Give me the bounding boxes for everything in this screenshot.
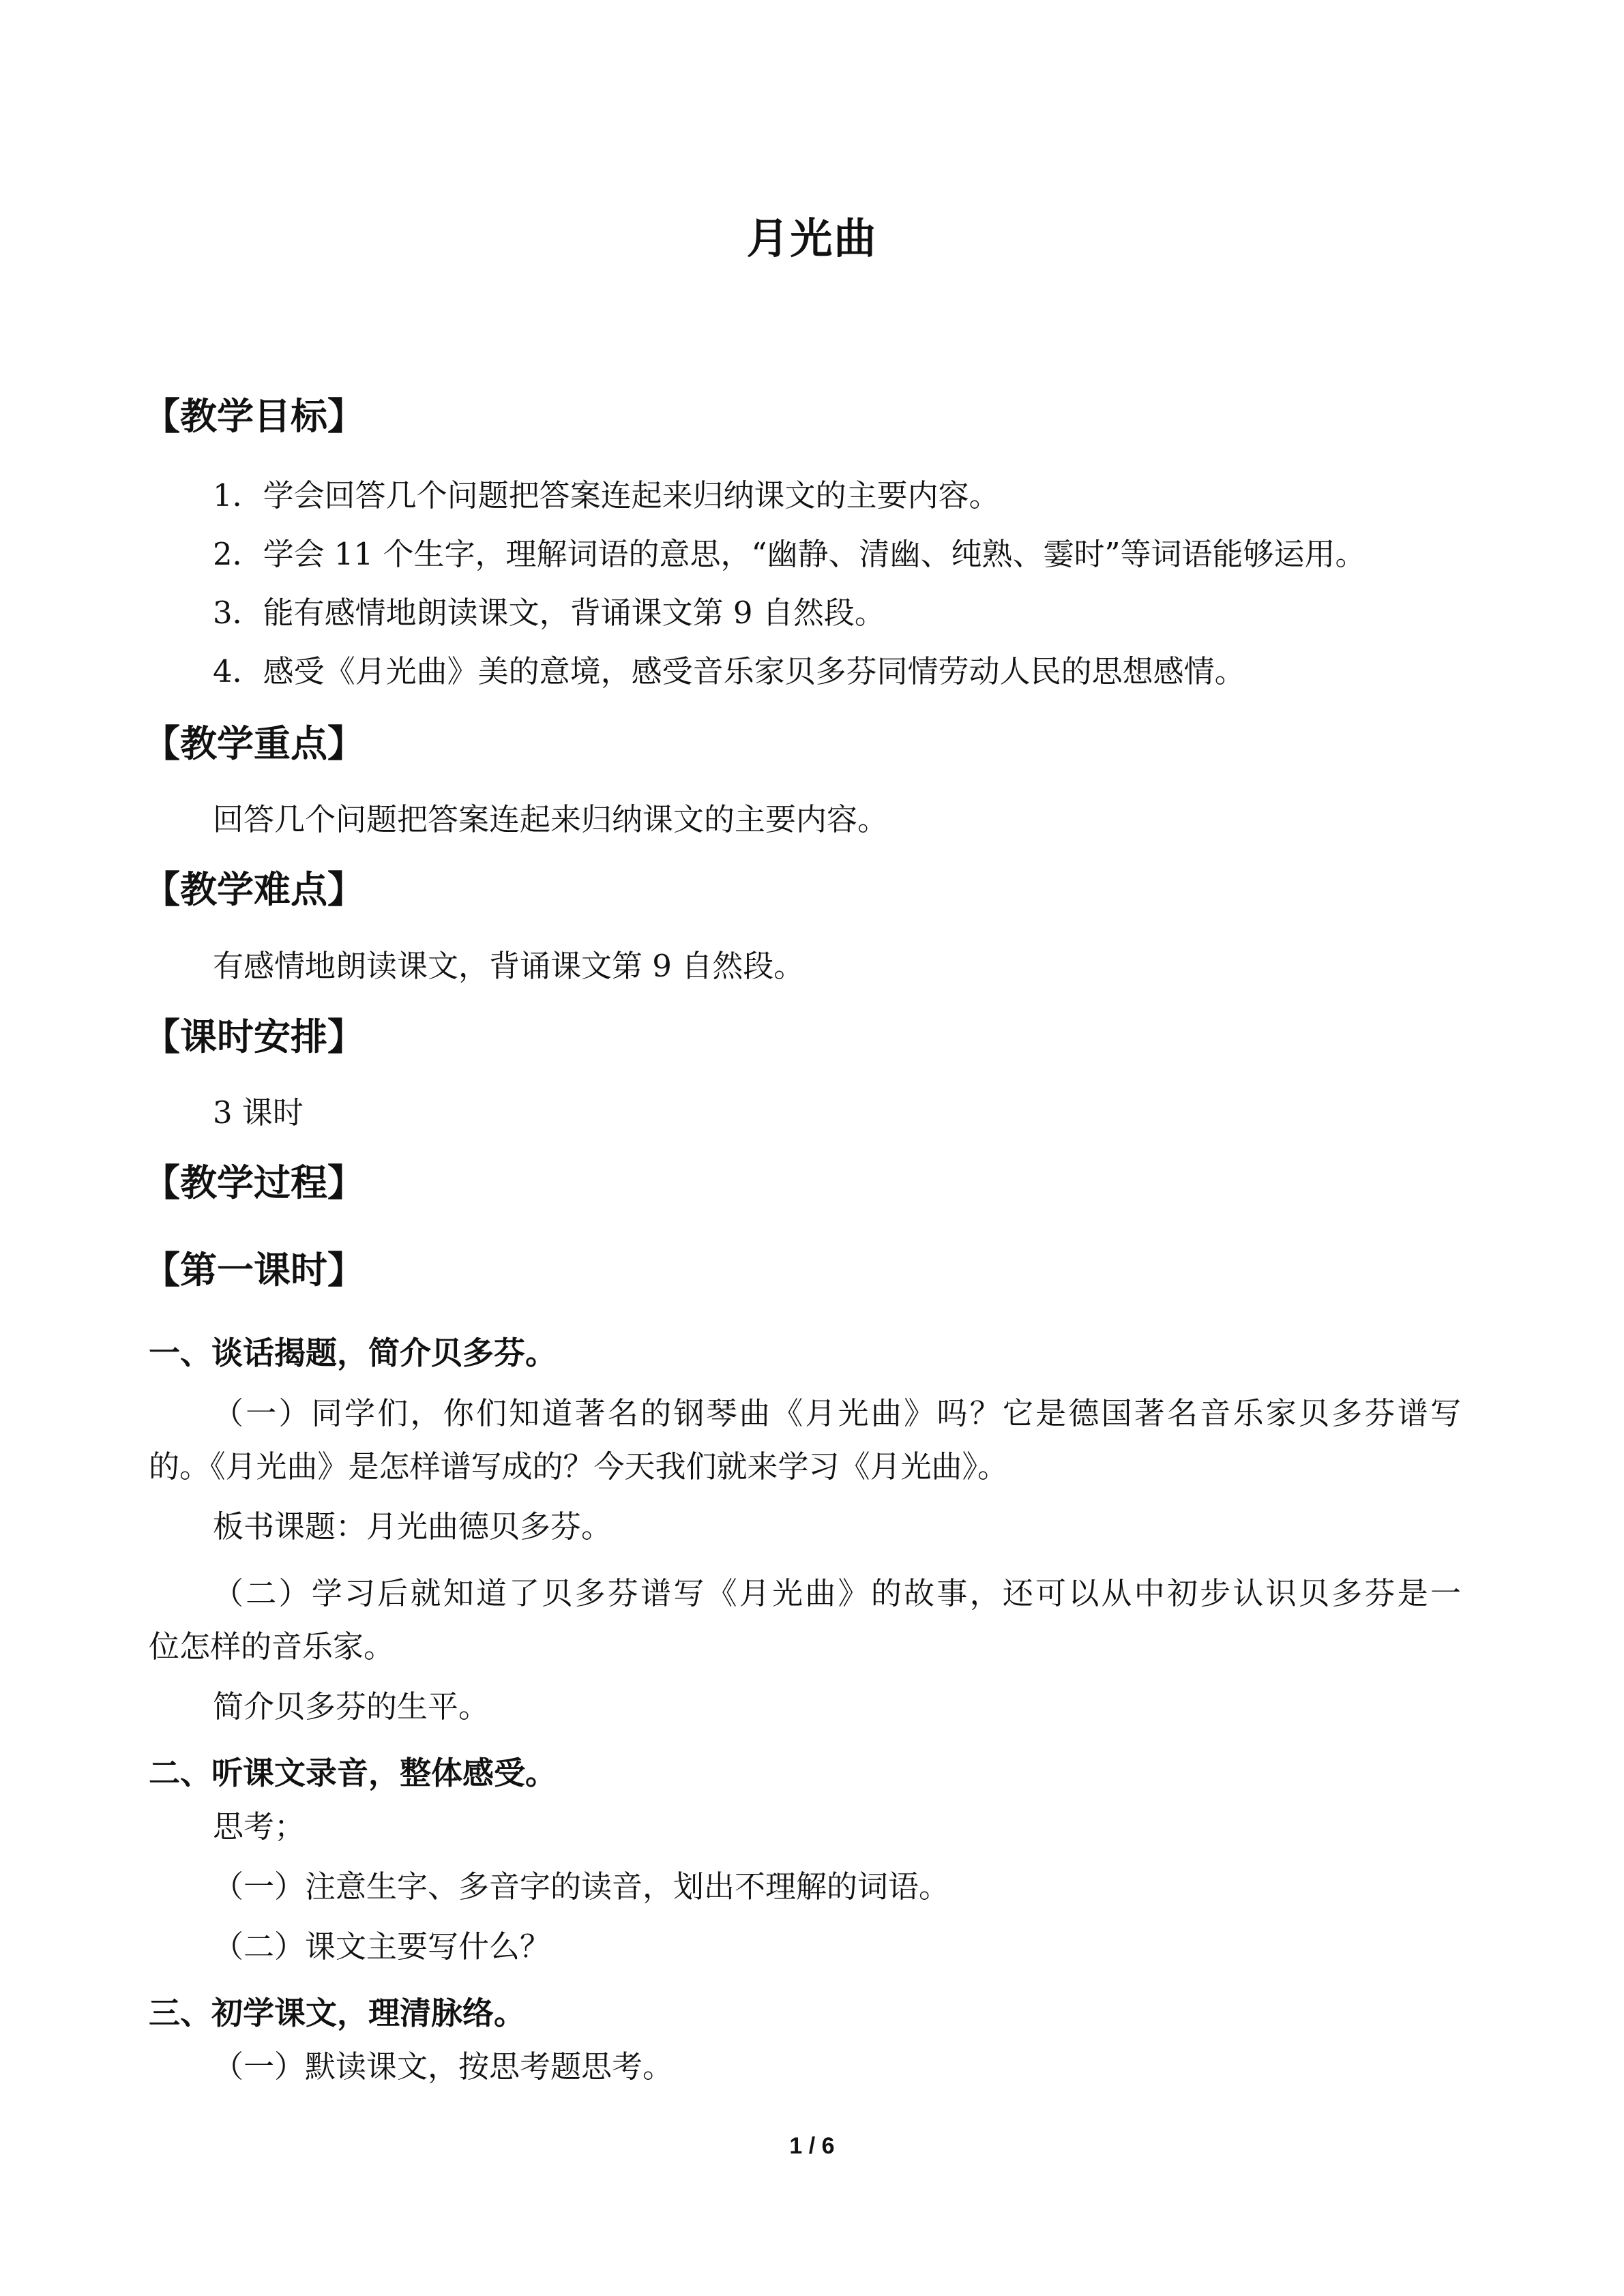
paragraph-3-line-2: 位怎样的音乐家。 [149, 1628, 395, 1665]
goal-item-2: 2．学会 11 个生字，理解词语的意思，“幽静、清幽、纯熟、霎时”等词语能够运用。 [213, 536, 1366, 572]
paragraph-1-line-2: 的。《月光曲》是怎样谱写成的？今天我们就来学习《月光曲》。 [149, 1448, 1009, 1485]
paragraph-6: （一）注意生字、多音字的读音，划出不理解的词语。 [213, 1868, 950, 1905]
difficulty-text: 有感情地朗读课文，背诵课文第 9 自然段。 [213, 948, 805, 984]
heading-lesson-one: 【第一课时】 [143, 1248, 364, 1292]
paragraph-5: 思考； [213, 1808, 306, 1845]
paragraph-7: （二）课文主要写什么？ [213, 1928, 551, 1965]
schedule-text: 3 课时 [213, 1094, 304, 1131]
heading-difficulty: 【教学难点】 [143, 867, 364, 911]
heading-key-points: 【教学重点】 [143, 721, 364, 765]
goal-item-1: 1．学会回答几个问题把答案连起来归纳课文的主要内容。 [213, 477, 1000, 513]
paragraph-3-line-1: （二）学习后就知道了贝多芬谱写《月光曲》的故事，还可以从中初步认识贝多芬是一 [213, 1575, 1461, 1611]
goal-item-3: 3．能有感情地朗读课文，背诵课文第 9 自然段。 [213, 595, 885, 631]
section-heading-1: 一、谈话揭题，简介贝多芬。 [149, 1335, 557, 1371]
key-points-text: 回答几个问题把答案连起来归纳课文的主要内容。 [213, 801, 889, 837]
section-heading-2: 二、听课文录音，整体感受。 [149, 1755, 557, 1791]
heading-process: 【教学过程】 [143, 1161, 364, 1204]
paragraph-4: 简介贝多芬的生平。 [213, 1688, 490, 1725]
document-title: 月光曲 [746, 213, 878, 263]
paragraph-1-line-1: （一）同学们，你们知道著名的钢琴曲《月光曲》吗？它是德国著名音乐家贝多芬谱写 [213, 1395, 1461, 1431]
paragraph-8: （一）默读课文，按思考题思考。 [213, 2048, 674, 2085]
section-heading-3: 三、初学课文，理清脉络。 [149, 1995, 525, 2031]
heading-teaching-goals: 【教学目标】 [143, 394, 364, 438]
heading-schedule: 【课时安排】 [143, 1015, 364, 1058]
paragraph-2: 板书课题：月光曲德贝多芬。 [213, 1508, 612, 1545]
page-number: 1 / 6 [789, 2133, 835, 2159]
goal-item-4: 4．感受《月光曲》美的意境，感受音乐家贝多芬同情劳动人民的思想感情。 [213, 653, 1245, 689]
